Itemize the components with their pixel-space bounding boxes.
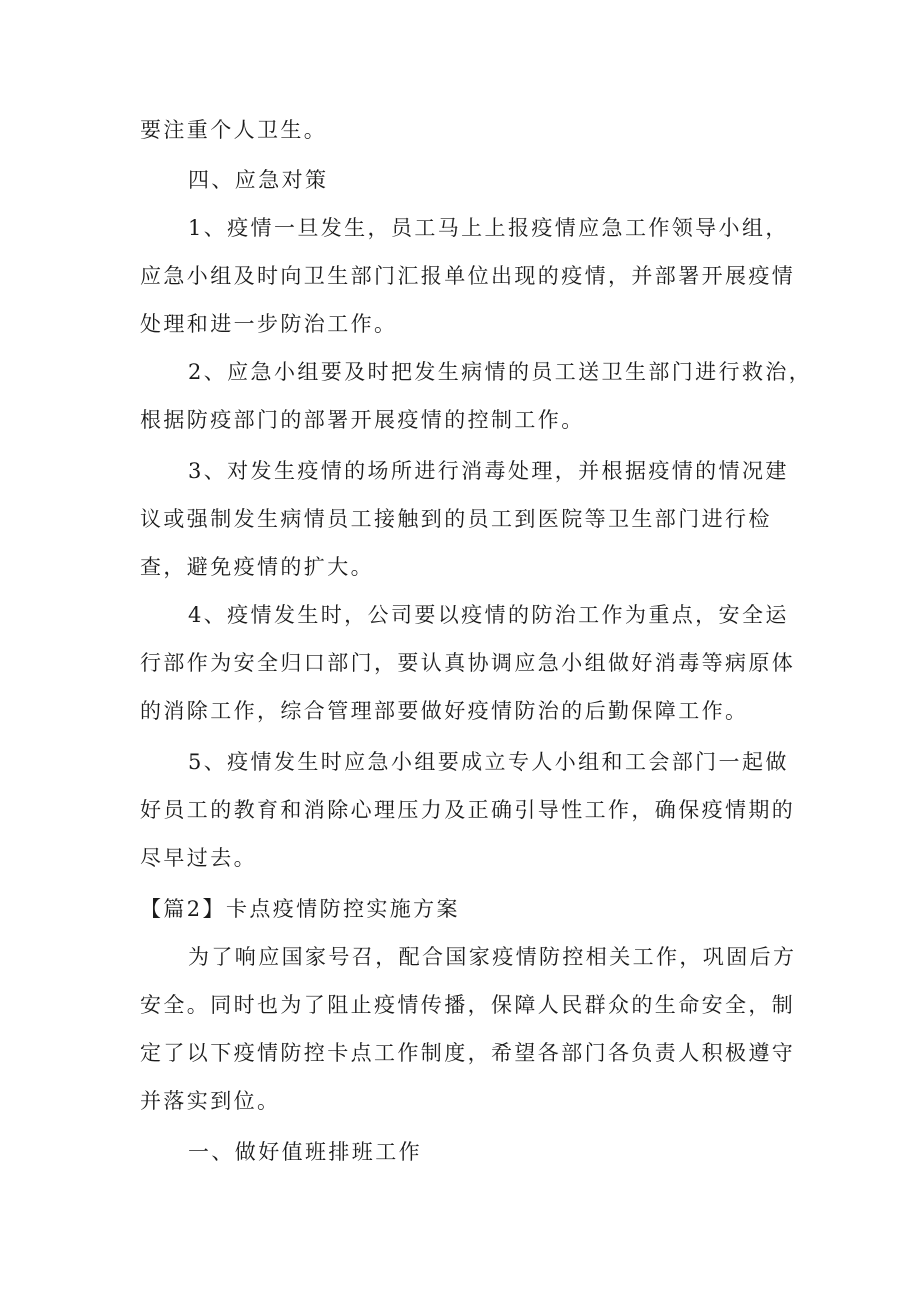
text-line: 的消除工作，综合管理部要做好疫情防治的后勤保障工作。 xyxy=(140,699,749,723)
text-line: 2、应急小组要及时把发生病情的员工送卫生部门进行救治， xyxy=(188,360,813,384)
text-line: 安全。同时也为了阻止疫情传播，保障人民群众的生命安全，制 xyxy=(140,993,796,1017)
text-line: 根据防疫部门的部署开展疫情的控制工作。 xyxy=(140,408,585,432)
text-line: 处理和进一步防治工作。 xyxy=(140,312,398,336)
text-line: 并落实到位。 xyxy=(140,1089,281,1113)
text-line: 为了响应国家号召，配合国家疫情防控相关工作，巩固后方 xyxy=(188,945,797,969)
text-line: 行部作为安全归口部门，要认真协调应急小组做好消毒等病原体 xyxy=(140,651,796,675)
text-line: 4、疫情发生时，公司要以疫情的防治工作为重点，安全运 xyxy=(188,603,789,627)
text-line: 1、疫情一旦发生，员工马上上报疫情应急工作领导小组， xyxy=(188,216,789,240)
text-line: 好员工的教育和消除心理压力及正确引导性工作，确保疫情期的 xyxy=(140,798,796,822)
section-heading: 四、应急对策 xyxy=(188,168,329,192)
text-line: 查，避免疫情的扩大。 xyxy=(140,555,374,579)
text-line: 议或强制发生病情员工接触到的员工到医院等卫生部门进行检 xyxy=(140,507,772,531)
chapter-title: 【篇2】卡点疫情防控实施方案 xyxy=(140,897,460,921)
text-line: 尽早过去。 xyxy=(140,846,257,870)
text-line: 5、疫情发生时应急小组要成立专人小组和工会部门一起做 xyxy=(188,750,789,774)
text-line: 3、对发生疫情的场所进行消毒处理，并根据疫情的情况建 xyxy=(188,459,789,483)
section-heading: 一、做好值班排班工作 xyxy=(188,1140,422,1164)
text-line: 定了以下疫情防控卡点工作制度，希望各部门各负责人积极遵守 xyxy=(140,1041,796,1065)
text-line: 要注重个人卫生。 xyxy=(140,118,328,142)
text-line: 应急小组及时向卫生部门汇报单位出现的疫情，并部署开展疫情 xyxy=(140,264,796,288)
